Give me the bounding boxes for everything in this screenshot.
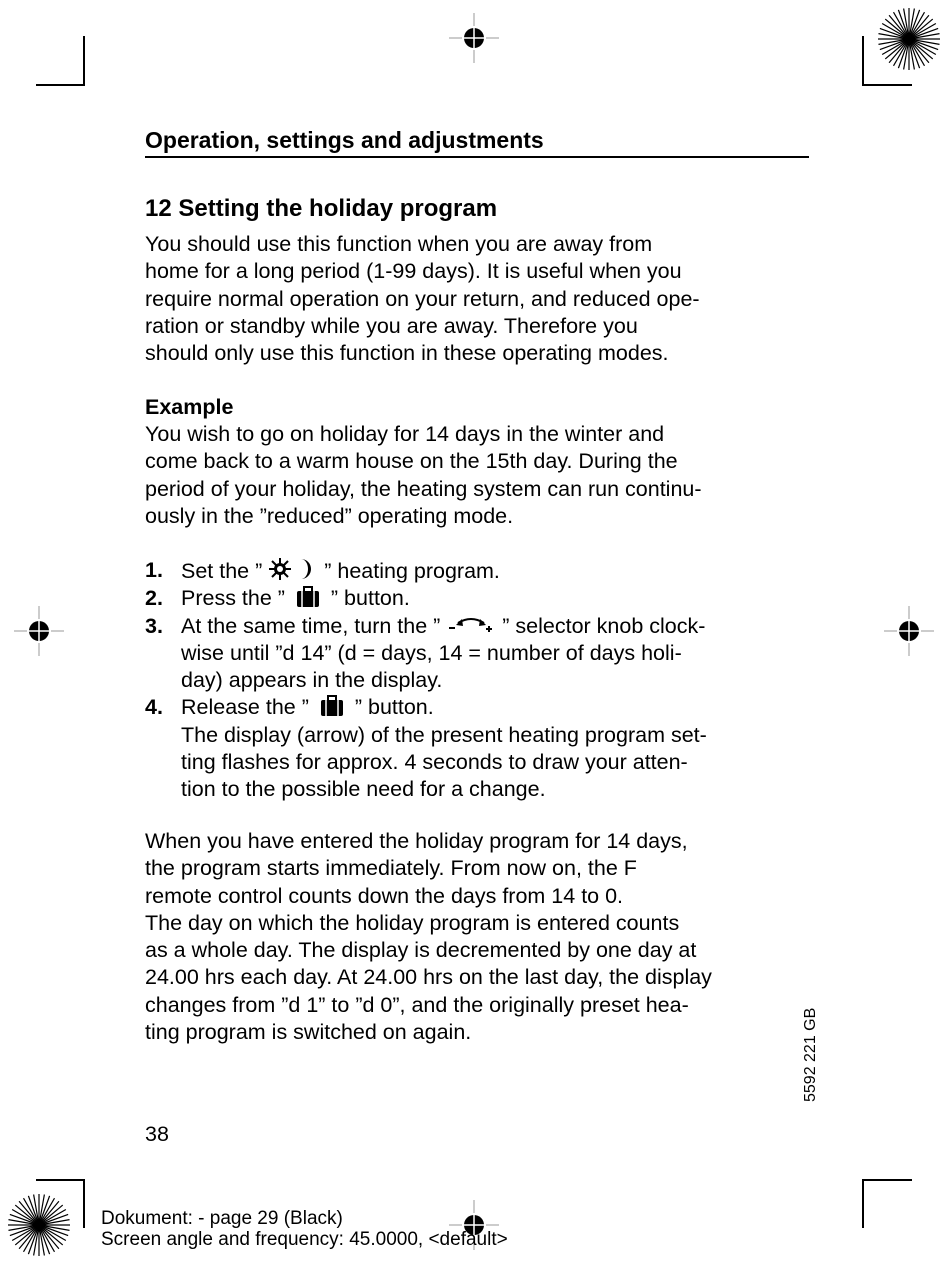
section-header: Operation, settings and adjustments	[145, 126, 809, 158]
step-text: tion to the possible need for a change.	[181, 777, 546, 802]
step-number: 4.	[145, 695, 163, 720]
intro-line: ration or standby while you are away. Therefore you	[145, 313, 638, 338]
step-text: wise until ”d 14” (d = days, 14 = number of days holi-	[181, 640, 682, 665]
intro-line: require normal operation on your return, and reduced ope-	[145, 286, 700, 311]
closing-line: When you have entered the holiday program for 14 days,	[145, 829, 688, 853]
footer-line: Screen angle and frequency: 45.0000, <default>	[101, 1229, 508, 1250]
starburst-mark-top-right	[876, 6, 942, 72]
intro-line: You should use this function when you are away from	[145, 232, 653, 256]
step-text: ting flashes for approx. 4 seconds to draw your atten-	[181, 750, 688, 775]
crop-mark-top-left	[34, 36, 88, 88]
step-text: ” heating program.	[324, 559, 500, 583]
step-item	[145, 694, 815, 803]
starburst-mark-bottom-left	[6, 1192, 72, 1258]
step-text: ” button.	[330, 586, 410, 611]
registration-mark-left	[14, 606, 64, 656]
step-item	[145, 585, 815, 612]
closing-line: changes from ”d 1” to ”d 0”, and the originally preset hea-	[145, 992, 689, 1017]
closing-line: The day on which the holiday program is entered counts	[145, 910, 680, 935]
step-text: day) appears in the display.	[181, 668, 443, 693]
closing-line: the program starts immediately. From now on, the F	[145, 856, 637, 881]
step-text: Set the ”	[181, 559, 263, 583]
closing-line: remote control counts down the days from 14 to 0.	[145, 883, 624, 908]
closing-line: as a whole day. The display is decremented by one day at	[145, 938, 697, 963]
closing-line: 24.00 hrs each day. At 24.00 hrs on the last day, the display	[145, 965, 712, 990]
example-line: period of your holiday, the heating system can run continu-	[145, 476, 702, 501]
footer-line: Dokument: - page 29 (Black)	[101, 1208, 343, 1229]
step-text: The display (arrow) of the present heating program set-	[181, 722, 707, 747]
step-item	[145, 613, 815, 695]
document-number: 5592 221 GB	[802, 1007, 819, 1102]
step-number: 1.	[145, 558, 163, 582]
sun-moon-icon	[268, 557, 318, 581]
step-number: 2.	[145, 586, 163, 611]
step-text: ” selector knob clock-	[502, 613, 706, 638]
closing-paragraph	[145, 828, 815, 1046]
step-text: Press the ”	[181, 586, 285, 611]
intro-line: home for a long period (1-99 days). It is useful when you	[145, 259, 682, 284]
step-text: ” button.	[354, 695, 434, 720]
steps-list	[145, 557, 815, 804]
intro-paragraph	[145, 231, 815, 367]
registration-mark-top	[449, 13, 499, 63]
step-text: At the same time, turn the ”	[181, 613, 441, 638]
step-number: 3.	[145, 613, 163, 638]
section-heading: 12 Setting the holiday program	[145, 195, 498, 222]
example-paragraph	[145, 421, 815, 530]
closing-line: ting program is switched on again.	[145, 1020, 472, 1045]
example-line: ously in the ”reduced” operating mode.	[145, 503, 514, 528]
step-item	[145, 557, 815, 585]
print-footer	[101, 1208, 508, 1250]
suitcase-icon	[291, 586, 325, 608]
step-text: Release the ”	[181, 695, 309, 720]
page-number: 38	[145, 1122, 169, 1146]
example-line: You wish to go on holiday for 14 days in the winter and	[145, 422, 665, 446]
knob-arrow-icon	[446, 614, 496, 636]
registration-mark-right	[884, 606, 934, 656]
example-line: come back to a warm house on the 15th day. During the	[145, 449, 678, 474]
suitcase-icon	[315, 695, 349, 717]
example-title: Example	[145, 395, 234, 419]
crop-mark-bottom-right	[860, 1178, 914, 1230]
intro-line: should only use this function in these operating modes.	[145, 341, 669, 366]
